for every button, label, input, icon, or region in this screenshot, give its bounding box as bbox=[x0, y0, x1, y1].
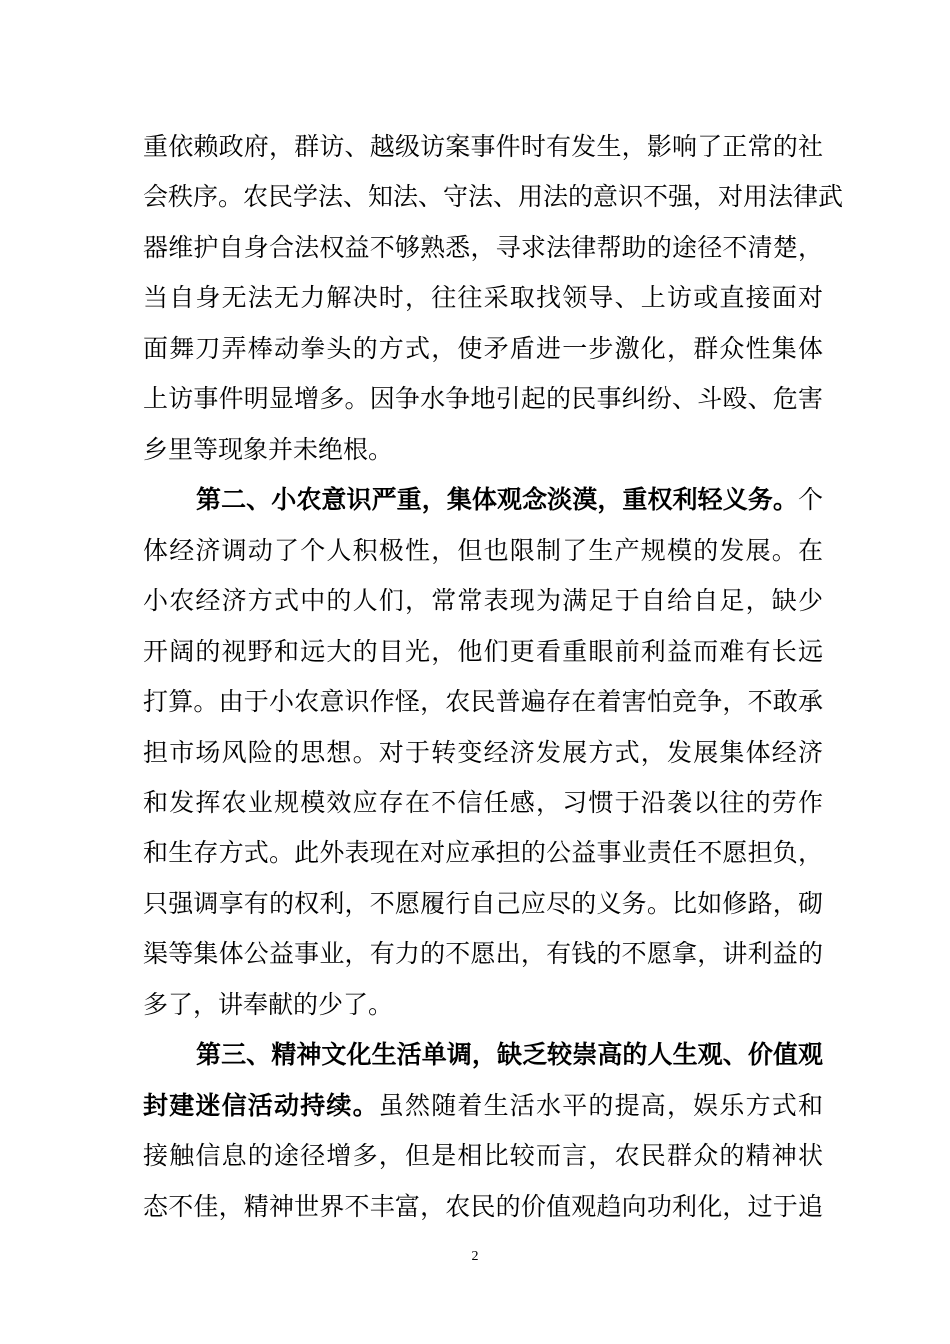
section-heading-3-continued: 封建迷信活动持续。 bbox=[143, 1091, 379, 1120]
text-segment: 打算。由于小农意识作怪，农民普遍存在着害怕竞争，不敢承 bbox=[143, 687, 823, 716]
body-text-line bbox=[143, 177, 844, 217]
body-text-line bbox=[143, 1086, 823, 1126]
text-segment: 体经济调动了个人积极性，但也限制了生产规模的发展。在 bbox=[143, 536, 823, 565]
body-text-line bbox=[143, 682, 823, 722]
body-text-line bbox=[143, 1136, 823, 1176]
body-text-line bbox=[143, 783, 823, 823]
body-text-line bbox=[143, 884, 823, 924]
text-segment: 和发挥农业规模效应存在不信任感，习惯于沿袭以往的劳作 bbox=[143, 788, 823, 817]
text-segment: 和生存方式。此外表现在对应承担的公益事业责任不愿担负， bbox=[143, 838, 823, 867]
text-segment: 小农经济方式中的人们，常常表现为满足于自给自足，缺少 bbox=[143, 586, 823, 615]
text-segment: 面舞刀弄棒动拳头的方式，使矛盾进一步激化，群众性集体 bbox=[143, 334, 823, 363]
body-text-line bbox=[143, 531, 823, 571]
body-text-line bbox=[143, 985, 823, 1025]
body-text-line bbox=[143, 934, 823, 974]
text-segment: 接触信息的途径增多，但是相比较而言，农民群众的精神状 bbox=[143, 1141, 823, 1170]
body-text-line bbox=[143, 632, 823, 672]
text-segment: 担市场风险的思想。对于转变经济发展方式，发展集体经济 bbox=[143, 738, 823, 767]
text-segment: 器维护自身合法权益不够熟悉，寻求法律帮助的途径不清楚， bbox=[143, 233, 823, 262]
body-text-line bbox=[143, 581, 823, 621]
text-segment: 开阔的视野和远大的目光，他们更看重眼前利益而难有长远 bbox=[143, 637, 823, 666]
section-heading-line bbox=[196, 480, 823, 520]
text-segment: 会秩序。农民学法、知法、守法、用法的意识不强，对用法律武 bbox=[143, 182, 844, 211]
body-text-line bbox=[143, 329, 823, 369]
text-segment: 态不佳，精神世界不丰富，农民的价值观趋向功利化，过于追 bbox=[143, 1192, 823, 1221]
body-text-line bbox=[143, 430, 823, 470]
body-text-line bbox=[143, 1187, 823, 1227]
text-segment: 虽然随着生活水平的提高，娱乐方式和 bbox=[378, 1091, 823, 1120]
section-heading-3: 第三、精神文化生活单调，缺乏较崇高的人生观、价值观 bbox=[196, 1040, 823, 1069]
body-text-line bbox=[143, 228, 823, 268]
text-segment: 渠等集体公益事业，有力的不愿出，有钱的不愿拿，讲利益的 bbox=[143, 939, 823, 968]
text-segment: 多了，讲奉献的少了。 bbox=[143, 990, 394, 1019]
body-text-line bbox=[143, 379, 823, 419]
page-number: 2 bbox=[471, 1249, 479, 1264]
text-segment: 只强调享有的权利，不愿履行自己应尽的义务。比如修路，砌 bbox=[143, 889, 823, 918]
text-segment: 当自身无法无力解决时，往往采取找领导、上访或直接面对 bbox=[143, 283, 823, 312]
text-segment: 个 bbox=[797, 485, 823, 514]
section-heading-line bbox=[196, 1035, 823, 1075]
body-text-line bbox=[143, 127, 823, 167]
text-segment: 乡里等现象并未绝根。 bbox=[143, 435, 394, 464]
body-text-line bbox=[143, 833, 823, 873]
section-heading-2: 第二、小农意识严重，集体观念淡漠，重权利轻义务。 bbox=[196, 485, 798, 514]
text-segment: 重依赖政府，群访、越级访案事件时有发生，影响了正常的社 bbox=[143, 132, 823, 161]
body-text-line bbox=[143, 278, 823, 318]
text-segment: 上访事件明显增多。因争水争地引起的民事纠纷、斗殴、危害 bbox=[143, 384, 823, 413]
body-text-line bbox=[143, 733, 823, 773]
